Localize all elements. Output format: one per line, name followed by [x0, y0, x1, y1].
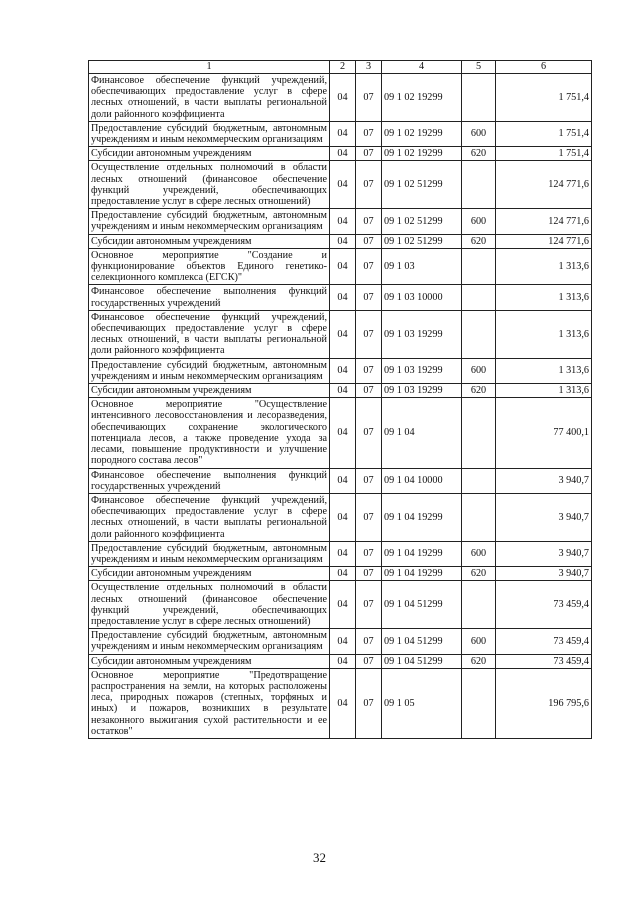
row-target-article-cell: 09 1 02 51299 — [382, 234, 462, 248]
row-expense-type-cell: 620 — [462, 234, 496, 248]
row-expense-type-cell — [462, 668, 496, 738]
row-expense-type-cell: 620 — [462, 147, 496, 161]
row-section-cell: 04 — [330, 285, 356, 310]
row-amount-cell: 3 940,7 — [496, 567, 592, 581]
column-header-3: 3 — [356, 61, 382, 74]
row-subsection-cell: 07 — [356, 209, 382, 234]
row-subsection-cell: 07 — [356, 161, 382, 209]
row-expense-type-cell — [462, 468, 496, 493]
column-header-2: 2 — [330, 61, 356, 74]
row-section-cell: 04 — [330, 581, 356, 629]
row-target-article-cell: 09 1 03 19299 — [382, 358, 462, 383]
row-section-cell: 04 — [330, 358, 356, 383]
row-subsection-cell: 07 — [356, 384, 382, 398]
row-expense-type-cell — [462, 493, 496, 541]
row-name-cell: Предоставление субсидий бюджетным, автономным учреждениям и иным некоммерческим организациям — [89, 121, 330, 146]
row-name-cell: Осуществление отдельных полномочий в области лесных отношений (финансовое обеспечение функций учреждений, обеспечивающих предоставление услуг в сфере лесных отношений) — [89, 581, 330, 629]
row-name-cell: Основное мероприятие "Предотвращение распространения на земли, на которых расположены леса, природных пожаров (степных, торфяных и иных) и пожаров, возникших в результате незаконного выжигания сухой растительности и ее остатков" — [89, 668, 330, 738]
row-target-article-cell: 09 1 04 51299 — [382, 581, 462, 629]
row-name-cell: Осуществление отдельных полномочий в области лесных отношений (финансовое обеспечение функций учреждений, обеспечивающих предоставление услуг в сфере лесных отношений) — [89, 161, 330, 209]
row-name-cell: Финансовое обеспечение функций учреждений, обеспечивающих предоставление услуг в сфере лесных отношений, в части выплаты региональной доли районного коэффициента — [89, 493, 330, 541]
row-amount-cell: 3 940,7 — [496, 541, 592, 566]
row-target-article-cell: 09 1 04 51299 — [382, 629, 462, 654]
row-subsection-cell: 07 — [356, 234, 382, 248]
row-amount-cell: 1 313,6 — [496, 285, 592, 310]
row-amount-cell: 1 751,4 — [496, 74, 592, 122]
row-expense-type-cell — [462, 285, 496, 310]
table-row — [89, 493, 592, 541]
table-body — [89, 74, 592, 739]
row-subsection-cell: 07 — [356, 567, 382, 581]
row-expense-type-cell — [462, 398, 496, 468]
row-amount-cell: 77 400,1 — [496, 398, 592, 468]
row-name-cell: Предоставление субсидий бюджетным, автономным учреждениям и иным некоммерческим организациям — [89, 629, 330, 654]
row-amount-cell: 3 940,7 — [496, 468, 592, 493]
table-row — [89, 74, 592, 122]
table-row — [89, 121, 592, 146]
table-row — [89, 209, 592, 234]
row-expense-type-cell: 600 — [462, 629, 496, 654]
row-amount-cell: 1 313,6 — [496, 310, 592, 358]
column-header-6: 6 — [496, 61, 592, 74]
row-target-article-cell: 09 1 03 10000 — [382, 285, 462, 310]
row-section-cell: 04 — [330, 541, 356, 566]
row-subsection-cell: 07 — [356, 493, 382, 541]
row-name-cell: Субсидии автономным учреждениям — [89, 654, 330, 668]
row-amount-cell: 73 459,4 — [496, 629, 592, 654]
row-section-cell: 04 — [330, 248, 356, 285]
table-row — [89, 629, 592, 654]
table-row — [89, 398, 592, 468]
table-row — [89, 161, 592, 209]
row-section-cell: 04 — [330, 209, 356, 234]
row-subsection-cell: 07 — [356, 541, 382, 566]
row-section-cell: 04 — [330, 161, 356, 209]
table-row — [89, 581, 592, 629]
row-expense-type-cell: 600 — [462, 121, 496, 146]
budget-table — [88, 60, 592, 739]
row-section-cell: 04 — [330, 668, 356, 738]
row-amount-cell: 1 313,6 — [496, 358, 592, 383]
row-name-cell: Субсидии автономным учреждениям — [89, 384, 330, 398]
row-name-cell: Субсидии автономным учреждениям — [89, 567, 330, 581]
row-section-cell: 04 — [330, 121, 356, 146]
row-subsection-cell: 07 — [356, 310, 382, 358]
row-target-article-cell: 09 1 04 10000 — [382, 468, 462, 493]
row-amount-cell: 73 459,4 — [496, 654, 592, 668]
row-target-article-cell: 09 1 04 51299 — [382, 654, 462, 668]
row-target-article-cell: 09 1 03 — [382, 248, 462, 285]
row-expense-type-cell — [462, 161, 496, 209]
row-subsection-cell: 07 — [356, 468, 382, 493]
row-amount-cell: 1 313,6 — [496, 248, 592, 285]
table-row — [89, 567, 592, 581]
row-amount-cell: 124 771,6 — [496, 209, 592, 234]
row-expense-type-cell — [462, 310, 496, 358]
row-expense-type-cell: 600 — [462, 358, 496, 383]
row-section-cell: 04 — [330, 234, 356, 248]
row-section-cell: 04 — [330, 567, 356, 581]
table-row — [89, 234, 592, 248]
row-target-article-cell: 09 1 04 — [382, 398, 462, 468]
row-subsection-cell: 07 — [356, 248, 382, 285]
row-subsection-cell: 07 — [356, 668, 382, 738]
row-name-cell: Субсидии автономным учреждениям — [89, 234, 330, 248]
row-name-cell: Финансовое обеспечение функций учреждений, обеспечивающих предоставление услуг в сфере лесных отношений, в части выплаты региональной доли районного коэффициента — [89, 74, 330, 122]
table-row — [89, 285, 592, 310]
row-section-cell: 04 — [330, 398, 356, 468]
column-header-4: 4 — [382, 61, 462, 74]
table-row — [89, 248, 592, 285]
row-name-cell: Финансовое обеспечение выполнения функций государственных учреждений — [89, 468, 330, 493]
row-section-cell: 04 — [330, 384, 356, 398]
row-section-cell: 04 — [330, 310, 356, 358]
row-target-article-cell: 09 1 05 — [382, 668, 462, 738]
row-section-cell: 04 — [330, 74, 356, 122]
row-expense-type-cell: 620 — [462, 567, 496, 581]
row-subsection-cell: 07 — [356, 358, 382, 383]
row-amount-cell: 124 771,6 — [496, 161, 592, 209]
row-name-cell: Финансовое обеспечение функций учреждений, обеспечивающих предоставление услуг в сфере лесных отношений, в части выплаты региональной доли районного коэффициента — [89, 310, 330, 358]
row-subsection-cell: 07 — [356, 285, 382, 310]
row-name-cell: Предоставление субсидий бюджетным, автономным учреждениям и иным некоммерческим организациям — [89, 358, 330, 383]
row-expense-type-cell — [462, 248, 496, 285]
row-amount-cell: 73 459,4 — [496, 581, 592, 629]
row-subsection-cell: 07 — [356, 581, 382, 629]
row-amount-cell: 196 795,6 — [496, 668, 592, 738]
row-name-cell: Финансовое обеспечение выполнения функций государственных учреждений — [89, 285, 330, 310]
row-name-cell: Основное мероприятие "Создание и функционирование объектов Единого генетико-селекционного комплекса (ЕГСК)" — [89, 248, 330, 285]
row-expense-type-cell — [462, 581, 496, 629]
row-amount-cell: 124 771,6 — [496, 234, 592, 248]
row-subsection-cell: 07 — [356, 629, 382, 654]
row-subsection-cell: 07 — [356, 654, 382, 668]
table-row — [89, 541, 592, 566]
row-expense-type-cell: 600 — [462, 541, 496, 566]
table-row — [89, 147, 592, 161]
row-target-article-cell: 09 1 03 19299 — [382, 310, 462, 358]
table-row — [89, 654, 592, 668]
page-number: 32 — [313, 850, 326, 865]
row-section-cell: 04 — [330, 147, 356, 161]
table-row — [89, 384, 592, 398]
table-header-row — [89, 61, 592, 74]
row-expense-type-cell: 620 — [462, 654, 496, 668]
table-row — [89, 310, 592, 358]
row-section-cell: 04 — [330, 493, 356, 541]
row-subsection-cell: 07 — [356, 147, 382, 161]
row-target-article-cell: 09 1 02 51299 — [382, 209, 462, 234]
row-expense-type-cell — [462, 74, 496, 122]
row-subsection-cell: 07 — [356, 121, 382, 146]
row-target-article-cell: 09 1 04 19299 — [382, 567, 462, 581]
row-target-article-cell: 09 1 02 19299 — [382, 121, 462, 146]
row-amount-cell: 1 751,4 — [496, 147, 592, 161]
row-section-cell: 04 — [330, 468, 356, 493]
row-expense-type-cell: 600 — [462, 209, 496, 234]
row-target-article-cell: 09 1 02 19299 — [382, 74, 462, 122]
row-name-cell: Предоставление субсидий бюджетным, автономным учреждениям и иным некоммерческим организациям — [89, 541, 330, 566]
table-row — [89, 668, 592, 738]
row-expense-type-cell: 620 — [462, 384, 496, 398]
row-target-article-cell: 09 1 04 19299 — [382, 493, 462, 541]
row-name-cell: Субсидии автономным учреждениям — [89, 147, 330, 161]
column-header-1: 1 — [89, 61, 330, 74]
row-amount-cell: 1 313,6 — [496, 384, 592, 398]
row-target-article-cell: 09 1 04 19299 — [382, 541, 462, 566]
table-row — [89, 358, 592, 383]
row-section-cell: 04 — [330, 629, 356, 654]
row-subsection-cell: 07 — [356, 398, 382, 468]
row-target-article-cell: 09 1 02 19299 — [382, 147, 462, 161]
row-name-cell: Основное мероприятие "Осуществление интенсивного лесовосстановления и лесоразведения, обеспечивающих сохранение экологического потенциала лесов, а также проведение ухода за лесами, повышение продуктивности и улучшение породного состава лесов" — [89, 398, 330, 468]
row-amount-cell: 3 940,7 — [496, 493, 592, 541]
row-amount-cell: 1 751,4 — [496, 121, 592, 146]
table-row — [89, 468, 592, 493]
column-header-5: 5 — [462, 61, 496, 74]
row-name-cell: Предоставление субсидий бюджетным, автономным учреждениям и иным некоммерческим организациям — [89, 209, 330, 234]
row-target-article-cell: 09 1 03 19299 — [382, 384, 462, 398]
row-section-cell: 04 — [330, 654, 356, 668]
row-subsection-cell: 07 — [356, 74, 382, 122]
row-target-article-cell: 09 1 02 51299 — [382, 161, 462, 209]
